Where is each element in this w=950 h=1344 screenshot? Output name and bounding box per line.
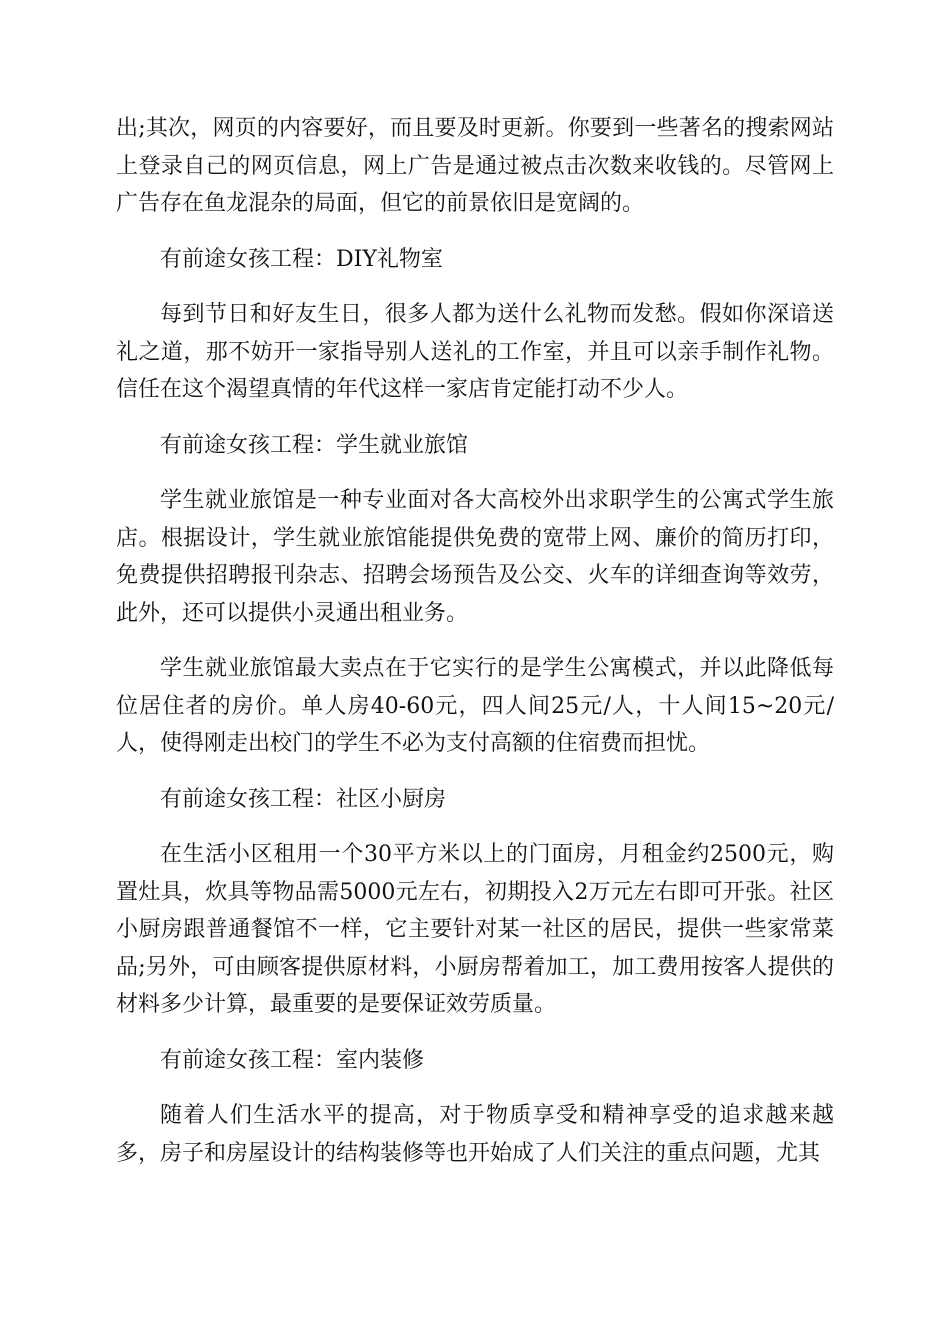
paragraph-diy-gift-room: 每到节日和好友生日，很多人都为送什么礼物而发愁。假如你深谙送礼之道，那不妨开一家指导别人送礼的工作室，并且可以亲手制作礼物。信任在这个渴望真情的年代这样一家店肯定能打动不少人。 bbox=[116, 302, 834, 402]
document-page bbox=[116, 110, 834, 1190]
heading-interior-decoration: 有前途女孩工程：室内装修 bbox=[160, 1047, 425, 1073]
paragraph-student-hostel-intro: 学生就业旅馆是一种专业面对各大高校外出求职学生的公寓式学生旅店。根据设计，学生就业旅馆能提供免费的宽带上网、廉价的简历打印，免费提供招聘报刊杂志、招聘会场预告及公交、火车的详细查询等效劳，此外，还可以提供小灵通出租业务。 bbox=[116, 488, 834, 626]
heading-diy-gift-room: 有前途女孩工程：DIY礼物室 bbox=[160, 246, 443, 272]
paragraph-student-hostel-pricing: 学生就业旅馆最大卖点在于它实行的是学生公寓模式，并以此降低每位居住者的房价。单人房40-60元，四人间25元/人，十人间15~20元/人，使得刚走出校门的学生不必为支付高额的住宿费而担忧。 bbox=[116, 656, 834, 756]
heading-student-hostel: 有前途女孩工程：学生就业旅馆 bbox=[160, 432, 469, 458]
heading-community-kitchen: 有前途女孩工程：社区小厨房 bbox=[160, 786, 447, 812]
paragraph-interior-decoration: 随着人们生活水平的提高，对于物质享受和精神享受的追求越来越多，房子和房屋设计的结构装修等也开始成了人们关注的重点问题，尤其 bbox=[116, 1103, 834, 1166]
paragraph-website-ads: 出;其次，网页的内容要好，而且要及时更新。你要到一些著名的搜索网站上登录自己的网页信息，网上广告是通过被点击次数来收钱的。尽管网上广告存在鱼龙混杂的局面，但它的前景依旧是宽阔的。 bbox=[116, 116, 834, 216]
paragraph-community-kitchen: 在生活小区租用一个30平方米以上的门面房，月租金约2500元，购置灶具，炊具等物品需5000元左右，初期投入2万元左右即可开张。社区小厨房跟普通餐馆不一样，它主要针对某一社区的居民，提供一些家常菜品;另外，可由顾客提供原材料，小厨房帮着加工，加工费用按客人提供的材料多少计算，最重要的是要保证效劳质量。 bbox=[116, 842, 834, 1017]
